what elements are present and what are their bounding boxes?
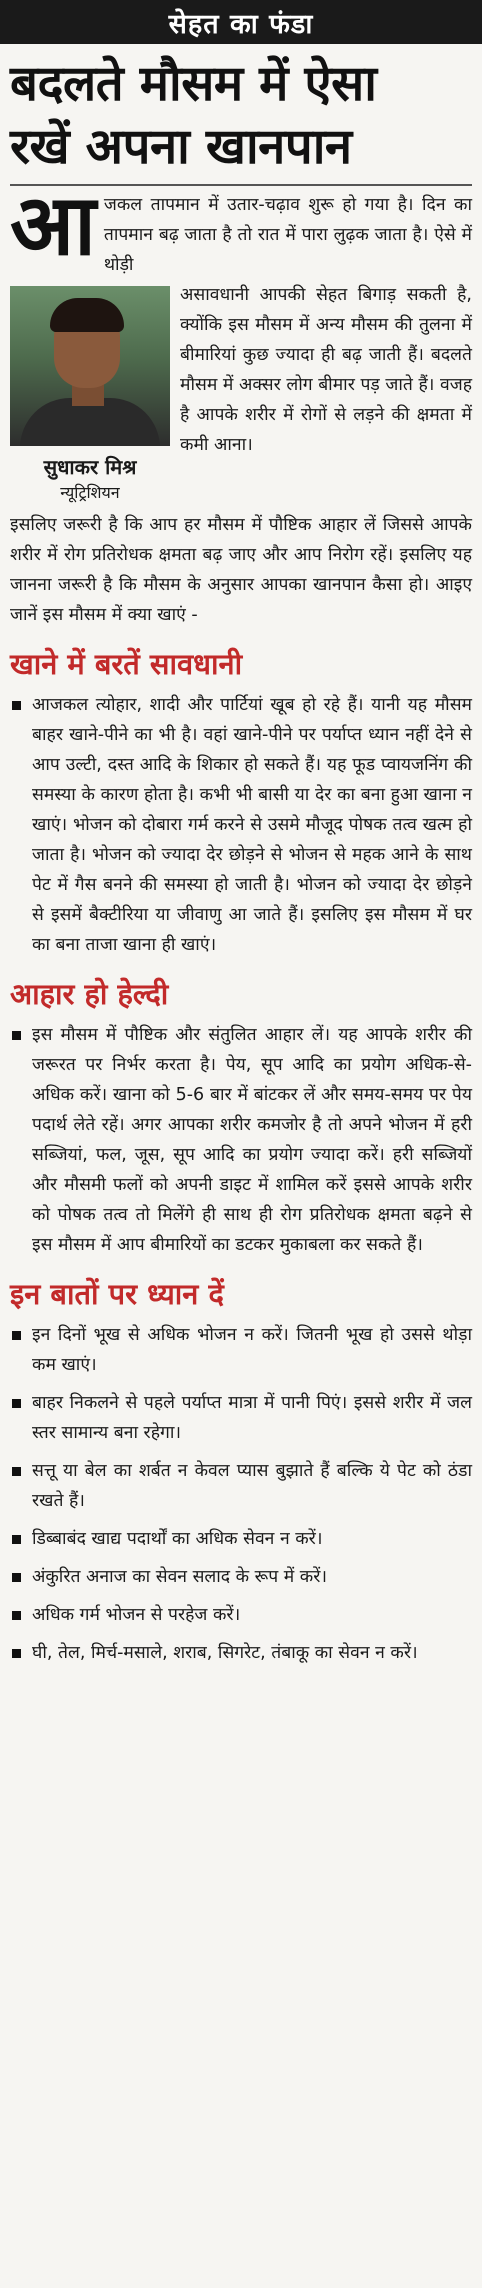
headline-line-2: रखें अपना खानपान (10, 118, 352, 175)
list-item: इस मौसम में पौष्टिक और संतुलित आहार लें। यह आपके शरीर की जरूरत पर निर्भर करता है। पेय, सूप आदि का प्रयोग अधिक-से-अधिक करें। खाना को 5-6 बार में बांटकर लें और समय-समय पर पेय पदार्थ लेते रहें। अगर आपका शरीर कमजोर है तो अपने भोजन में हरी सब्जियां, फल, जूस, सूप आदि का प्रयोग ज्यादा करें। हरी सब्जियों और मौसमी फलों को अपनी डाइट में शामिल करें इससे आपके शरीर को पोषक तत्व तो मिलेंगे ही साथ ही रोग प्रतिरोधक क्षमता बढ़ने से इस मौसम में आप बीमारियों का डटकर मुकाबला कर सकते हैं। (10, 1020, 472, 1260)
section-healthy-diet (10, 974, 472, 1260)
square-bullet-icon (12, 1399, 21, 1408)
intro-rest: इसलिए जरूरी है कि आप हर मौसम में पौष्टिक आहार लें जिससे आपके शरीर में रोग प्रतिरोधक क्षमता बढ़ जाए और आप निरोग रहें। इसलिए यह जानना जरूरी है कि मौसम के अनुसार आपका खानपान कैसा हो। आइए जानें इस मौसम में क्या खाएं - (10, 515, 472, 625)
list-item: डिब्बाबंद खाद्य पदार्थों का अधिक सेवन न करें। (10, 1524, 472, 1554)
square-bullet-icon (12, 1649, 21, 1658)
list-item: अधिक गर्म भोजन से परहेज करें। (10, 1600, 472, 1630)
square-bullet-icon (12, 1535, 21, 1544)
list-item: अंकुरित अनाज का सेवन सलाद के रूप में करें। (10, 1562, 472, 1592)
article-headline (10, 52, 472, 178)
list-item: घी, तेल, मिर्च-मसाले, शराब, सिगरेट, तंबाकू का सेवन न करें। (10, 1638, 472, 1668)
section-heading: इन बातों पर ध्यान दें (10, 1277, 224, 1311)
masthead-title: सेहत का फंडा (168, 8, 314, 40)
list-item: इन दिनों भूख से अधिक भोजन न करें। जितनी भूख हो उससे थोड़ा कम खाएं। (10, 1320, 472, 1380)
bullet-list (10, 1320, 472, 1668)
bullet-list (10, 1020, 472, 1260)
author-photo (10, 286, 170, 446)
intro-lead (10, 176, 472, 280)
square-bullet-icon (12, 1611, 21, 1620)
square-bullet-icon (12, 1331, 21, 1340)
intro-lead-text: जकल तापमान में उतार-चढ़ाव शुरू हो गया है। दिन का तापमान बढ़ जाता है तो रात में पारा लुढ़क जाता है। ऐसे में थोड़ी (103, 195, 472, 275)
masthead-banner (0, 0, 482, 44)
square-bullet-icon (12, 1573, 21, 1582)
section-heading: खाने में बरतें सावधानी (10, 647, 243, 681)
square-bullet-icon (12, 1031, 21, 1040)
section-precautions (10, 644, 472, 960)
list-item: बाहर निकलने से पहले पर्याप्त मात्रा में पानी पिएं। इससे शरीर में जल स्तर सामान्य बना रहेगा। (10, 1388, 472, 1448)
square-bullet-icon (12, 1467, 21, 1476)
square-bullet-icon (12, 701, 21, 710)
list-item: आजकल त्योहार, शादी और पार्टियां खूब हो रहे हैं। यानी यह मौसम बाहर खाने-पीने का भी है। वहां खाने-पीने पर पर्याप्त ध्यान नहीं देने से आप उल्टी, दस्त आदि के शिकार हो सकते हैं। यह फूड प्वायजनिंग की समस्या के कारण होता है। कभी भी बासी या देर का बना हुआ खाना न खाएं। भोजन को दोबारा गर्म करने से उसमे मौजूद पोषक तत्व खत्म हो जाता है। भोजन को ज्यादा देर छोड़ने से भोजन से महक आने के साथ पेट में गैस बनने की समस्या हो जाती है। भोजन को ज्यादा देर छोड़ने से इसमें बैक्टीरिया या जीवाणु आ जाते हैं। इसलिए इस मौसम में घर का बना ताजा खाना ही खाएं। (10, 690, 472, 960)
list-item: सत्तू या बेल का शर्बत न केवल प्यास बुझाते हैं बल्कि ये पेट को ठंडा रखते हैं। (10, 1456, 472, 1516)
author-block (10, 286, 170, 504)
author-title: न्यूट्रिशियन (60, 483, 120, 502)
author-name: सुधाकर मिश्र (43, 455, 137, 479)
drop-cap: आ (10, 176, 96, 274)
intro-continued: असावधानी आपकी सेहत बिगाड़ सकती है, क्योंकि इस मौसम में अन्य मौसम की तुलना में बीमारियां कुछ ज्यादा ही बढ़ जाती हैं। बदलते मौसम में अक्सर लोग बीमार पड़ जाते हैं। वजह है आपके शरीर में रोगों से लड़ने की क्षमता में कमी आना। (180, 285, 472, 455)
section-tips (10, 1274, 472, 1668)
intro-section (10, 176, 472, 630)
headline-line-1: बदलते मौसम में ऐसा (10, 55, 377, 112)
section-heading: आहार हो हेल्दी (10, 977, 169, 1011)
bullet-list (10, 690, 472, 960)
